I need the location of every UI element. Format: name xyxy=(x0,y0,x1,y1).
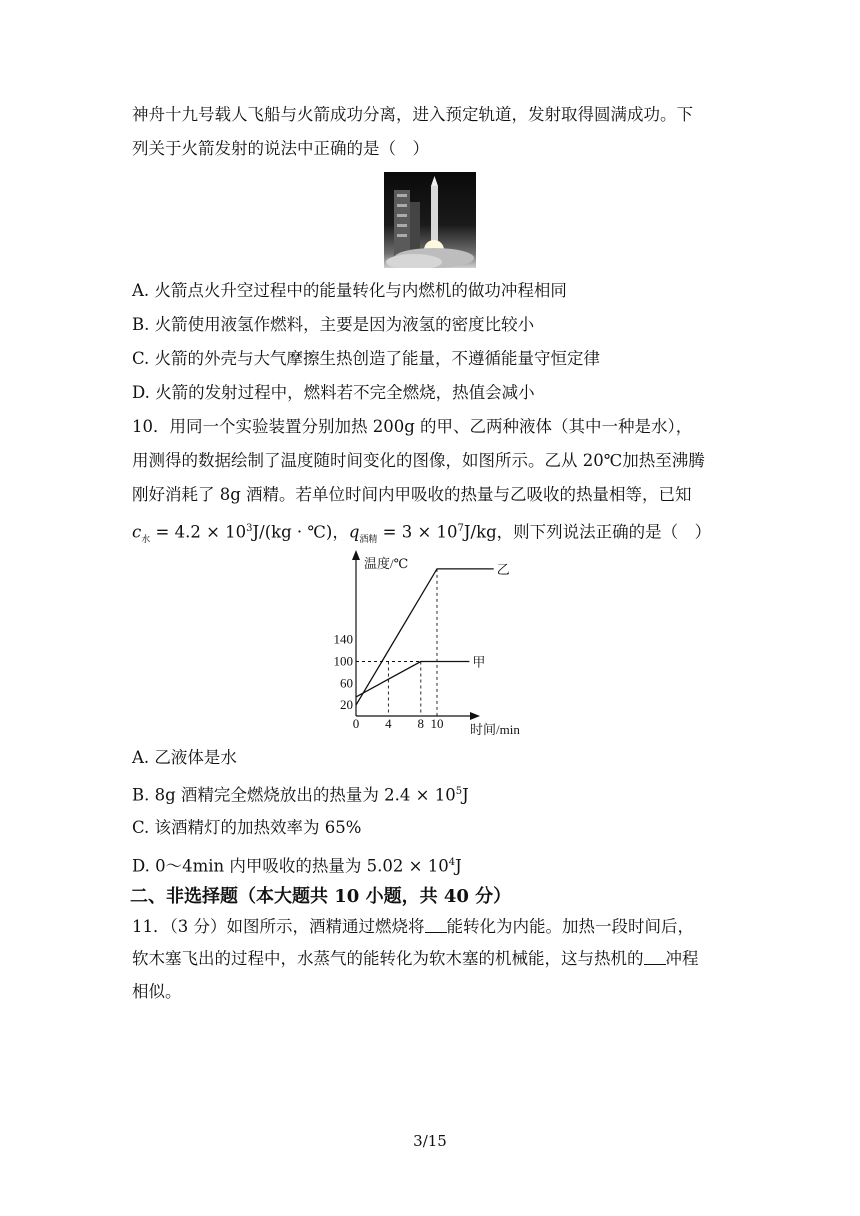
q11-line1 xyxy=(132,915,694,939)
q10-option-b-unit: J xyxy=(462,785,469,805)
q10-option-c: C. 该酒精灯的加热效率为 65% xyxy=(132,818,362,837)
q9-option-b: B. 火箭使用液氢作燃料，主要是因为液氢的密度比较小 xyxy=(132,315,535,334)
x-tick-label-4: 4 xyxy=(385,716,392,731)
q10-stem-line2: 用测得的数据绘制了温度随时间变化的图像，如图所示。乙从 20℃加热至沸腾 xyxy=(132,451,705,470)
q10-option-b-exponent: 5 xyxy=(455,786,463,797)
series-label-2: 甲 xyxy=(472,654,486,670)
heat-value-symbol: q xyxy=(348,522,360,542)
rocket-launch-illustration xyxy=(384,172,476,268)
y-axis-label: 温度/℃ xyxy=(364,556,409,571)
q9-stem-line1: 神舟十九号载人飞船与火箭成功分离，进入预定轨道，发射取得圆满成功。下 xyxy=(132,105,693,124)
q9-stem-line2: 列关于火箭发射的说法中正确的是（ ） xyxy=(132,139,429,158)
y-tick-label-20: 20 xyxy=(340,697,353,713)
y-tick-label-140: 140 xyxy=(333,631,353,647)
q11-line3: 相似。 xyxy=(132,982,182,1001)
heat-value-subscript: 酒精 xyxy=(359,534,378,545)
y-tick-label-60: 60 xyxy=(340,675,353,691)
x-tick-label-10: 10 xyxy=(430,716,444,731)
specific-heat-subscript: 水 xyxy=(141,534,151,545)
x-tick-label-8: 8 xyxy=(417,716,425,731)
x-axis-arrow xyxy=(470,712,480,720)
specific-heat-unit: J/(kg · ℃)， xyxy=(252,522,349,542)
q10-option-b xyxy=(132,780,469,808)
specific-heat-value: = 4.2 × 10 xyxy=(150,522,247,542)
y-axis-arrow xyxy=(352,550,360,560)
series-line-2 xyxy=(356,662,469,697)
q9-option-c: C. 火箭的外壳与大气摩擦生热创造了能量，不遵循能量守恒定律 xyxy=(132,349,601,368)
q10-formula-line xyxy=(132,517,711,552)
y-tick-label-100: 100 xyxy=(333,653,353,669)
section-heading: 二、非选择题（本大题共 10 小题，共 40 分） xyxy=(130,886,512,907)
q10-option-a: A. 乙液体是水 xyxy=(132,748,237,767)
q9-option-d: D. 火箭的发射过程中，燃料若不完全燃烧，热值会减小 xyxy=(132,383,535,402)
specific-heat-exponent: 3 xyxy=(246,523,253,534)
temperature-time-chart xyxy=(320,548,540,744)
q11-line2-text: 软木塞飞出的过程中，水蒸气的能转化为软木塞的机械能，这与热机的 xyxy=(132,949,644,968)
rocket-launch-photo xyxy=(384,172,476,268)
specific-heat-symbol: c xyxy=(132,522,142,542)
q10-option-d-text: D. 0～4min 内甲吸收的热量为 5.02 × 10 xyxy=(132,856,449,876)
heat-value-unit: J/kg，则下列说法正确的是（ ） xyxy=(463,522,712,542)
x-tick-label-0: 0 xyxy=(352,716,360,731)
q11-line1-text: 11．（3 分）如图所示，酒精通过燃烧将 xyxy=(132,917,425,936)
q10-option-d-exponent: 4 xyxy=(448,857,456,868)
q11-line1-rest: 能转化为内能。加热一段时间后， xyxy=(446,917,694,936)
q11-line2 xyxy=(132,947,699,971)
answer-blank-2 xyxy=(644,950,666,965)
q10-stem-line3: 刚好消耗了 8g 酒精。若单位时间内甲吸收的热量与乙吸收的热量相等，已知 xyxy=(132,485,692,504)
series-line-1 xyxy=(356,569,494,705)
x-axis-label: 时间/min xyxy=(470,722,520,737)
q10-option-b-text: B. 8g 酒精完全燃烧放出的热量为 2.4 × 10 xyxy=(132,785,456,805)
heat-value-exponent: 7 xyxy=(457,523,464,534)
q10-option-d xyxy=(132,851,462,879)
page-number: 3/15 xyxy=(413,1132,447,1150)
q11-line2-rest: 冲程 xyxy=(665,949,699,968)
series-label-1: 乙 xyxy=(496,561,510,577)
answer-blank-1 xyxy=(425,918,447,933)
q10-option-d-unit: J xyxy=(455,856,462,876)
heat-value-value: = 3 × 10 xyxy=(377,522,458,542)
q9-option-a: A. 火箭点火升空过程中的能量转化与内燃机的做功冲程相同 xyxy=(132,281,567,300)
q10-stem-line1: 10．用同一个实验装置分别加热 200g 的甲、乙两种液体（其中一种是水）， xyxy=(132,417,693,436)
